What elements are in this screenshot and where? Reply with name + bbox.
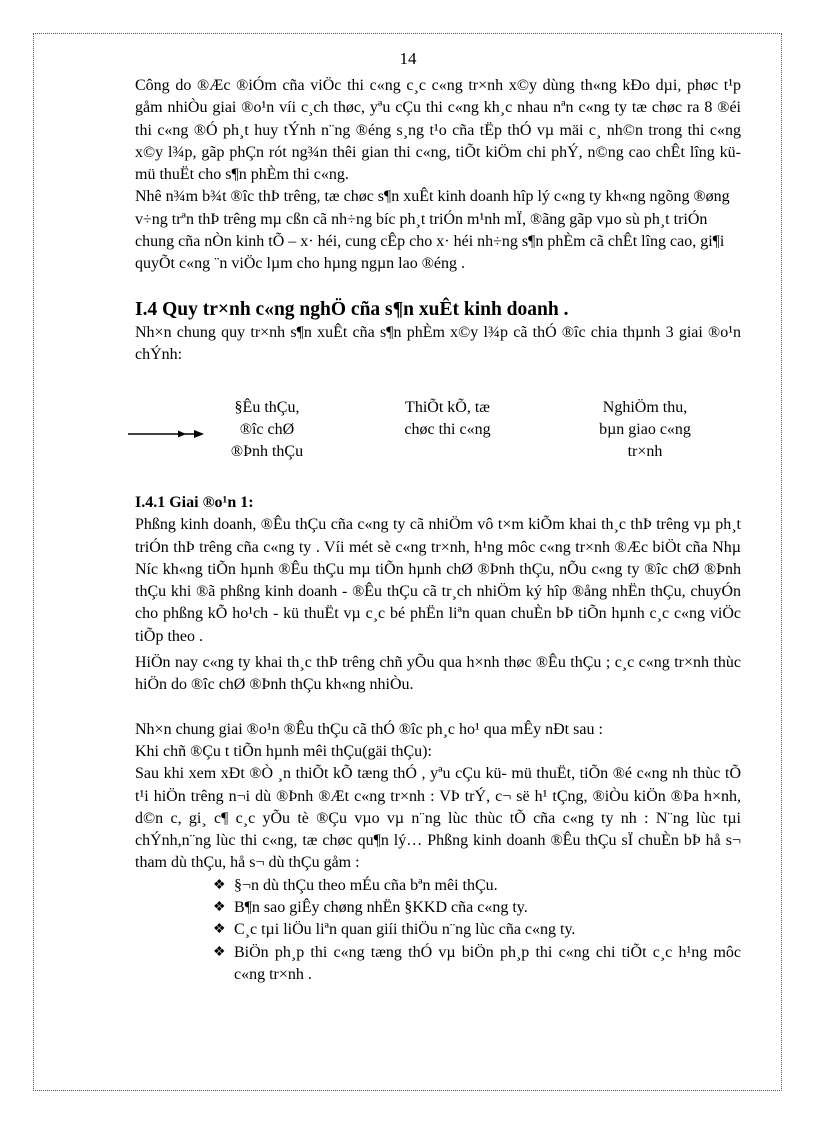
page-number: 14 [399,49,417,68]
list-item: ❖ C¸c tµi liÖu liªn quan giíi thiÖu n¨ng lùc cña c«ng ty. [213,919,741,941]
flow-step-acceptance: NghiÖm thu, bµn giao c«ng tr×nh [599,399,691,461]
phase-1-paragraph-3: Nh×n chung giai ®o¹n ®Êu thÇu cã thÓ ®îc ph¸c ho¹ qua mÊy nÐt sau : [135,720,603,738]
list-item: ❖ BiÖn ph¸p thi c«ng tæng thÓ vµ biÖn ph¸p thi c«ng chi tiÕt c¸c h¹ng môc c«ng tr×nh . [213,943,741,983]
flow-arrow-icon [128,428,204,440]
section-1-4-intro: Nh×n chung quy tr×nh s¶n xuÊt cña s¶n phÈm x©y l¾p cã thÓ ®îc chia thµnh 3 giai ®o¹n chÝnh: [135,323,741,363]
phase-1-paragraph-5: Sau khi xem xÐt ®Ò ¸n thiÕt kÕ tæng thÓ , yªu cÇu kü- mü thuËt, tiÕn ®é c«ng nh thùc tÕ t¹i hiÖn trêng n¬i dù ®Þnh ®Æt c«ng tr×nh : VÞ trÝ, c¬ së h¹ tÇng, ®iÒu kiÖn ®Þa h×nh, d©n c, gi¸ c¶ c¸c yÕu tè ®Çu vµo vµ n¨ng lùc thùc tÕ cña c«ng ty nh : N¨ng lùc tµi chÝnh,n¨ng lùc thi c«ng, tæ chøc qu¶n lý… Phßng kinh doanh ®Êu thÇu sÏ chuÈn bÞ hå s¬ tham dù thÇu, hå s¬ dù thÇu gåm : [135,765,741,872]
diamond-bullet-icon: ❖ [213,944,226,960]
process-flow-diagram [135,372,741,492]
diamond-bullet-icon: ❖ [213,900,226,916]
list-item: ❖ §¬n dù thÇu theo mÉu cña bªn mêi thÇu. [213,875,741,897]
section-heading-1-4: I.4 Quy tr×nh c«ng nghÖ cña s¶n xuÊt kinh doanh . [135,298,569,320]
document-body [135,75,741,986]
diamond-bullet-icon: ❖ [213,877,226,893]
bid-document-list [135,875,741,986]
section-heading-1-4-1: I.4.1 Giai ®o¹n 1: [135,494,254,512]
phase-1-paragraph-1: Phßng kinh doanh, ®Êu thÇu cña c«ng ty cã nhiÖm vô t×m kiÕm khai th¸c thÞ trêng vµ ph¸t triÓn thÞ trêng cña c«ng ty . Víi mét sè c«ng tr×nh, h¹ng môc c«ng tr×nh ®Æc biÖt cña Nhµ Níc kh«ng tiÕn hµnh ®Êu thÇu mµ tiÕn hµnh chØ ®Þnh thÇu, nÕu c«ng ty ®îc chØ ®Þnh thÇu khi ®ã phßng kinh doanh - ®Êu thÇu cã tr¸ch nhiÖm ký hîp ®ång nhËn thÇu, chuyÓn cho phßng kÕ ho¹ch - kü thuËt vµ c¸c bé phËn liªn quan chuÈn bÞ tiÕn hµnh c¸c c«ng viÖc tiÕp theo . [135,516,741,645]
flow-step-bidding: §Êu thÇu, ®îc chØ ®Þnh thÇu [230,399,304,461]
flow-step-design: ThiÕt kÕ, tæ chøc thi c«ng [404,399,491,439]
phase-1-paragraph-4: Khi chñ ®Çu t tiÕn hµnh mêi thÇu(gäi thÇu): [135,742,432,760]
list-item: ❖ B¶n sao giÊy chøng nhËn §KKD cña c«ng ty. [213,897,741,919]
diamond-bullet-icon: ❖ [213,922,226,938]
phase-1-paragraph-2: HiÖn nay c«ng ty khai th¸c thÞ trêng chñ yÕu qua h×nh thøc ®Êu thÇu ; c¸c c«ng tr×nh thùc hiÖn do ®îc chØ ®Þnh thÇu kh«ng nhiÒu. [135,654,741,694]
intro-paragraph-1: Công do ®Æc ®iÓm cña viÖc thi c«ng c¸c c«ng tr×nh x©y dùng th«ng kÐo dµi, phøc t¹p gåm nhiÒu giai ®o¹n víi c¸ch thøc, yªu cÇu thi c«ng kh¸c nhau nªn c«ng ty tæ chøc ra 8 ®éi thi c«ng ®Ó ph¸t huy tÝnh n¨ng ®éng s¸ng t¹o cña tËp thÓ vµ mäi c¸ nh©n trong thi c«ng x©y l¾p, gãp phÇn rót ng¾n thêi gian thi c«ng, tiÕt kiÖm chi phÝ, n©ng cao chÊt lîng kü- mü thuËt cho s¶n phÈm thi c«ng. [135,77,741,184]
intro-paragraph-2: Nhê n¾m b¾t ®îc thÞ trêng, tæ chøc s¶n xuÊt kinh doanh hîp lý c«ng ty kh«ng ngõng ®øng v÷ng trªn thÞ trêng mµ cßn cã nh÷ng bíc ph¸t triÓn m¹nh mÏ, ®ãng gãp vµo sù ph¸t triÓn chung cña nÒn kinh tÕ – x· héi, cung cÊp cho x· héi nh÷ng s¶n phÈm cã chÊt lîng cao, gi¶i quyÕt c«ng ¨n viÖc lµm cho hµng ngµn lao ®éng . [135,188,730,273]
